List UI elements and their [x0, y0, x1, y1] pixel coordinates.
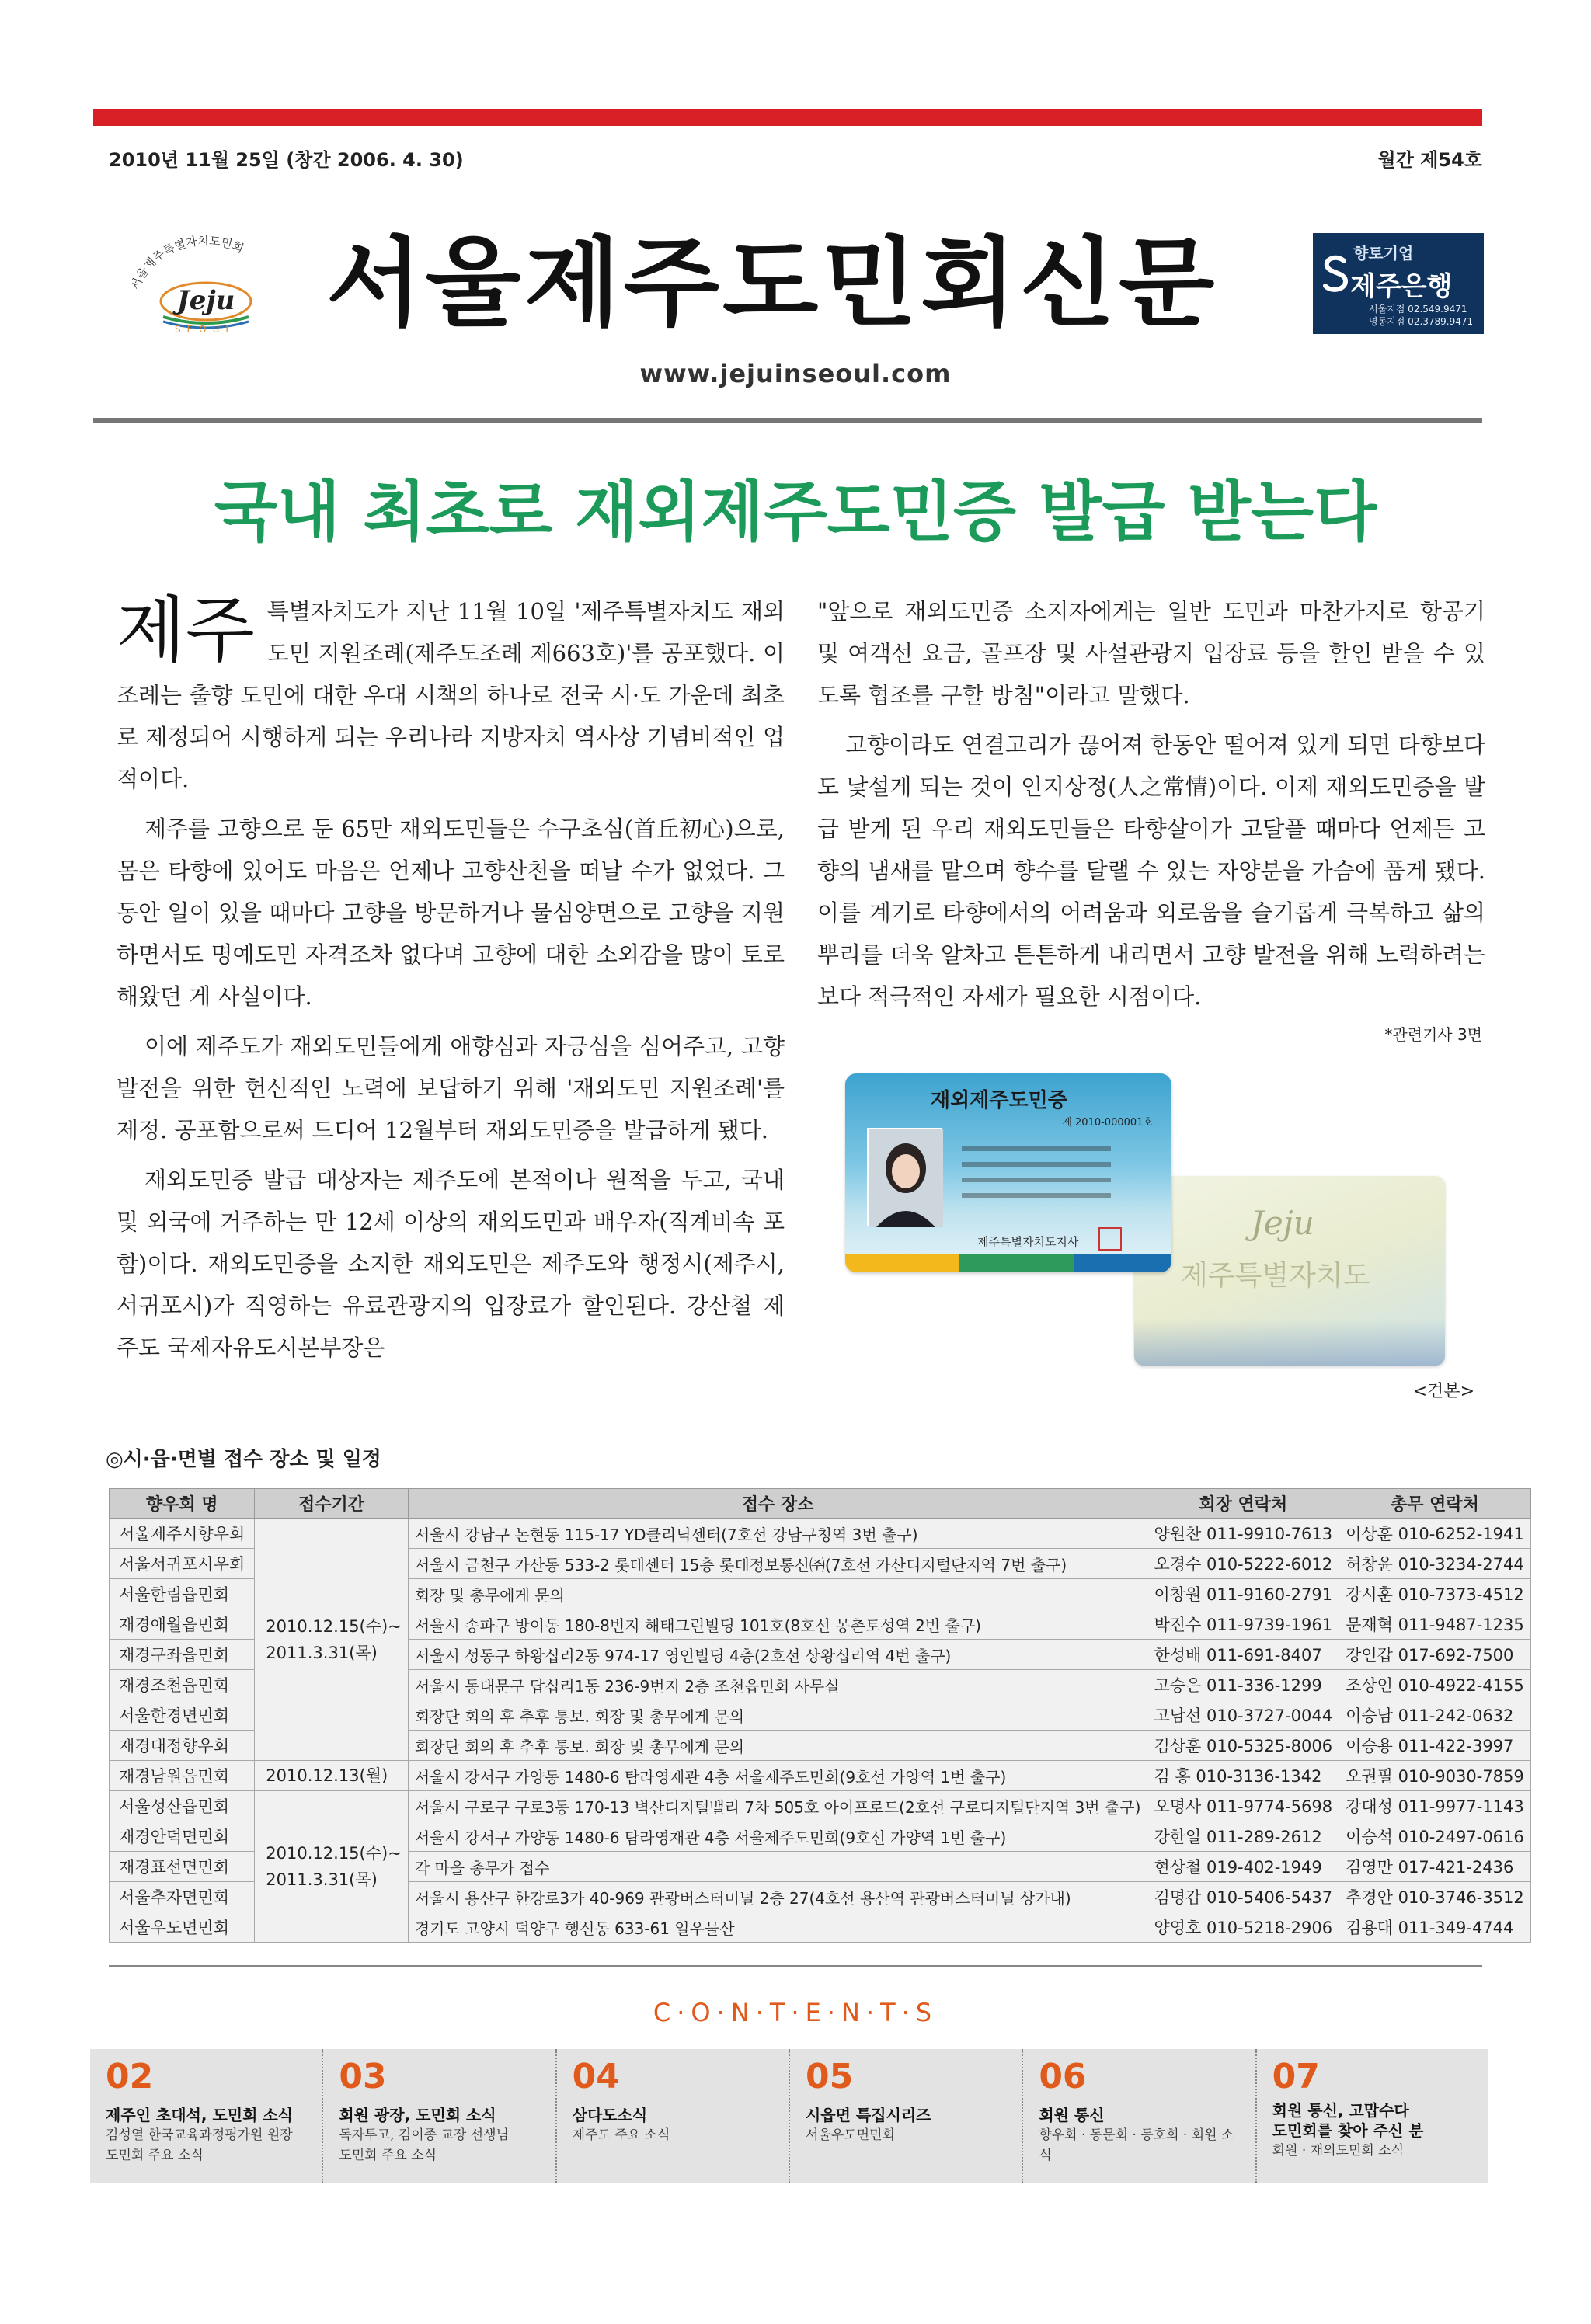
contents-item-sub: 김성열 한국교육과정평가원 원장 — [106, 2127, 293, 2143]
secretary-contact: 추경안 010-3746-3512 — [1339, 1882, 1531, 1912]
site-url[interactable]: www.jejuinseoul.com — [639, 359, 952, 388]
contents-page-number: 05 — [805, 2057, 854, 2096]
contents-item-title: 삼다도소식 — [572, 2106, 648, 2124]
contents-item[interactable] — [557, 2049, 790, 2183]
contents-item-sub: 제주도 주요 소식 — [572, 2127, 670, 2143]
contents-item-title: 회원 통신 — [1039, 2106, 1105, 2124]
society-name: 재경대정향우회 — [110, 1731, 255, 1761]
dropcap: 제주 — [117, 589, 255, 672]
contents-item-title: 제주인 초대석, 도민회 소식 — [106, 2106, 294, 2124]
place-cell: 서울시 강남구 논현동 115-17 YD클리닉센터(7호선 강남구청역 3번 출구) — [408, 1519, 1147, 1549]
society-name: 서울한림읍민회 — [110, 1579, 255, 1609]
logo-city: SEOUL — [174, 324, 238, 334]
id-card-front-image — [845, 1073, 1171, 1272]
contents-item-sub: 서울우도면민회 — [805, 2127, 895, 2143]
secretary-contact: 문재혁 011-9487-1235 — [1339, 1609, 1531, 1640]
jeju-bank-ad — [1313, 233, 1484, 334]
secretary-contact: 조상언 010-4922-4155 — [1339, 1670, 1531, 1700]
contents-item-sub: 도민회 주요 소식 — [339, 2148, 437, 2163]
bank-branch-2: 명동지점 02.3789.9471 — [1369, 316, 1474, 327]
secretary-contact: 강인갑 017-692-7500 — [1339, 1640, 1531, 1670]
society-name: 서울서귀포시우회 — [110, 1549, 255, 1579]
contents-item-sub: 도민회 주요 소식 — [106, 2148, 204, 2163]
society-name: 서울성산읍민회 — [110, 1791, 255, 1821]
logo-brand: Jeju — [176, 285, 235, 316]
card-info-lines — [962, 1136, 1148, 1209]
president-contact: 김명갑 010-5406-5437 — [1147, 1882, 1339, 1912]
table-header-row — [110, 1489, 1531, 1519]
society-name: 서울추자면민회 — [110, 1882, 255, 1912]
table-row — [110, 1519, 1531, 1549]
card-back-wave — [1134, 1319, 1445, 1366]
contents-page-number: 04 — [572, 2057, 620, 2096]
portrait-icon — [869, 1129, 943, 1227]
period-cell: 2010.12.15(수)~ 2011.3.31(목) — [255, 1791, 409, 1943]
schedule-label: ◎시·읍·면별 접수 장소 및 일정 — [106, 1448, 381, 1471]
society-name: 서울제주시향우회 — [110, 1519, 255, 1549]
society-name: 재경남원읍민회 — [110, 1761, 255, 1791]
contents-page-number: 07 — [1272, 2057, 1320, 2096]
article-paragraph: "앞으로 재외도민증 소지자에게는 일반 도민과 마찬가지로 항공기 및 여객선 요금, 골프장 및 사설관광지 입장료 등을 할인 받을 수 있도록 협조를 구할 방침"이라고 말했다. — [817, 598, 1485, 708]
president-contact: 현상철 019-402-1949 — [1147, 1852, 1339, 1882]
contents-item[interactable] — [790, 2049, 1023, 2183]
card-back-text: 제주특별자치도 — [1181, 1260, 1370, 1292]
period-cell: 2010.12.13(월) — [255, 1761, 409, 1791]
president-contact: 강한일 011-289-2612 — [1147, 1821, 1339, 1852]
contents-item[interactable] — [323, 2049, 556, 2183]
schedule-table — [109, 1488, 1531, 1943]
header-cell: 회장 연락처 — [1147, 1489, 1339, 1519]
place-cell: 회장 및 총무에게 문의 — [408, 1579, 1147, 1609]
secretary-contact: 강대성 011-9977-1143 — [1339, 1791, 1531, 1821]
jeju-seoul-logo — [117, 233, 295, 334]
article-column-left — [117, 590, 785, 1376]
society-name: 서울우도면민회 — [110, 1912, 255, 1943]
president-contact: 이창원 011-9160-2791 — [1147, 1579, 1339, 1609]
secretary-contact: 이상훈 010-6252-1941 — [1339, 1519, 1531, 1549]
article-headline: 국내 최초로 재외제주도민증 발급 받는다 — [214, 474, 1377, 550]
contents-item-sub: 향우회 · 동문회 · 동호회 · 회원 소식 — [1039, 2127, 1234, 2163]
contents-item-title-2: 도민회를 찾아 주신 분 — [1272, 2121, 1424, 2140]
society-name: 재경구좌읍민회 — [110, 1640, 255, 1670]
place-cell: 서울시 용산구 한강로3가 40-969 관광버스터미널 2층 27(4호선 용산역 관광버스터미널 상가내) — [408, 1882, 1147, 1912]
jeju-bank-s-icon — [1322, 255, 1349, 294]
secretary-contact: 이승석 010-2497-0616 — [1339, 1821, 1531, 1852]
card-photo — [867, 1128, 942, 1226]
masthead-rule — [93, 418, 1482, 423]
sample-caption: <견본> — [1412, 1382, 1474, 1401]
president-contact: 한성배 011-691-8407 — [1147, 1640, 1339, 1670]
related-article-note: *관련기사 3면 — [1384, 1025, 1482, 1044]
president-contact: 오명사 011-9774-5698 — [1147, 1791, 1339, 1821]
article-paragraph: 재외도민증 발급 대상자는 제주도에 본적이나 원적을 두고, 국내 및 외국에 거주하는 만 12세 이상의 재외도민과 배우자(직계비속 포함)이다. 재외도민증을 소지한 재외도민은 제주도와 행정시(제주시, 서귀포시)가 직영하는 유료관광지의 입장료가 할인된다. 강산철 제주도 국제자유도시본부장은 — [117, 1167, 785, 1361]
place-cell: 회장단 회의 후 추후 통보. 회장 및 총무에게 문의 — [408, 1731, 1147, 1761]
secretary-contact: 허창윤 010-3234-2744 — [1339, 1549, 1531, 1579]
svg-text:서울제주특별자치도민회 — [128, 234, 245, 292]
card-title: 재외제주도민증 — [931, 1089, 1067, 1112]
secretary-contact: 오권필 010-9030-7859 — [1339, 1761, 1531, 1791]
place-cell: 서울시 금천구 가산동 533-2 롯데센터 15층 롯데정보통신㈜(7호선 가산디지털단지역 7번 출구) — [408, 1549, 1147, 1579]
place-cell: 각 마을 총무가 접수 — [408, 1852, 1147, 1882]
contents-bar — [90, 2049, 1488, 2183]
president-contact: 고승은 011-336-1299 — [1147, 1670, 1339, 1700]
president-contact: 박진수 011-9739-1961 — [1147, 1609, 1339, 1640]
society-name: 재경애월읍민회 — [110, 1609, 255, 1640]
id-card-back-image — [1134, 1176, 1445, 1366]
issue-date: 2010년 11월 25일 (창간 2006. 4. 30) — [109, 149, 464, 171]
table-row — [110, 1791, 1531, 1821]
place-cell: 서울시 강서구 가양동 1480-6 탐라영재관 4층 서울제주도민회(9호선 가양역 1번 출구) — [408, 1761, 1147, 1791]
card-back-logo: Jeju — [1251, 1204, 1314, 1242]
contents-title: C·O·N·T·E·N·T·S — [653, 1998, 938, 2027]
president-contact: 오경수 010-5222-6012 — [1147, 1549, 1339, 1579]
secretary-contact: 강시훈 010-7373-4512 — [1339, 1579, 1531, 1609]
header-cell: 접수 장소 — [408, 1489, 1147, 1519]
place-cell: 서울시 구로구 구로3동 170-13 벽산디지털밸리 7차 505호 아이프로드(2호선 구로디지털단지역 3번 출구) — [408, 1791, 1147, 1821]
top-red-bar — [93, 109, 1482, 126]
issue-number: 월간 제54호 — [1377, 149, 1482, 171]
contents-item[interactable] — [90, 2049, 323, 2183]
place-cell: 서울시 동대문구 답십리1동 236-9번지 2층 조천읍민회 사무실 — [408, 1670, 1147, 1700]
logo-arc-text: 서울제주특별자치도민회 — [127, 233, 246, 292]
society-name: 재경안덕면민회 — [110, 1821, 255, 1852]
contents-item-title: 시읍면 특집시리즈 — [805, 2106, 931, 2124]
header-cell: 총무 연락처 — [1339, 1489, 1531, 1519]
header-cell: 접수기간 — [255, 1489, 409, 1519]
place-cell: 회장단 회의 후 추후 통보. 회장 및 총무에게 문의 — [408, 1700, 1147, 1731]
place-cell: 서울시 송파구 방이동 180-8번지 해태그린빌딩 101호(8호선 몽촌토성역 2번 출구) — [408, 1609, 1147, 1640]
contents-page-number: 06 — [1039, 2057, 1087, 2096]
secretary-contact: 이승남 011-242-0632 — [1339, 1700, 1531, 1731]
president-contact: 김 홍 010-3136-1342 — [1147, 1761, 1339, 1791]
table-bottom-rule — [109, 1965, 1482, 1967]
president-contact: 김상훈 010-5325-8006 — [1147, 1731, 1339, 1761]
society-name: 재경조천읍민회 — [110, 1670, 255, 1700]
society-name: 서울한경면민회 — [110, 1700, 255, 1731]
table-row — [110, 1761, 1531, 1791]
masthead-title: 서울제주도민회신문 — [326, 228, 1218, 339]
article-paragraph: 고향이라도 연결고리가 끊어져 한동안 떨어져 있게 되면 타향보다도 낯설게 되는 것이 인지상정(人之常情)이다. 이제 재외도민증을 발급 받게 된 우리 재외도민들은 타향살이가 고달플 때마다 언제든 고향의 냄새를 맡으며 향수를 달랠 수 있는 자양분을 가슴에 품게 됐다. 이를 계기로 타향에서의 어려움과 외로움을 슬기롭게 극복하고 삶의 뿌리를 더욱 알차고 튼튼하게 내리면서 고향 발전을 위해 노력하려는 보다 적극적인 자세가 필요한 시점이다. — [817, 732, 1485, 1010]
president-contact: 양영호 010-5218-2906 — [1147, 1912, 1339, 1943]
contents-item[interactable] — [1023, 2049, 1256, 2183]
article-column-right — [817, 590, 1485, 1025]
secretary-contact: 김영만 017-421-2436 — [1339, 1852, 1531, 1882]
contents-item-title: 회원 광장, 도민회 소식 — [339, 2106, 496, 2124]
society-name: 재경표선면민회 — [110, 1852, 255, 1882]
card-number: 제 2010-000001호 — [1062, 1117, 1153, 1129]
contents-item-sub: 회원 · 재외도민회 소식 — [1272, 2143, 1405, 2159]
article-paragraph: 제주 특별자치도가 지난 11월 10일 '제주특별자치도 재외도민 지원조례(제주도조례 제663호)'를 공포했다. 이 조례는 출향 도민에 대한 우대 시책의 하나로 전국 시·도 가운데 최초로 제정되어 시행하게 되는 우리나라 지방자치 역사상 기념비적인 업적이다. — [117, 589, 785, 792]
place-cell: 서울시 강서구 가양동 1480-6 탐라영재관 4층 서울제주도민회(9호선 가양역 1번 출구) — [408, 1821, 1147, 1852]
period-cell: 2010.12.15(수)~ 2011.3.31(목) — [255, 1519, 409, 1761]
header-cell: 향우회 명 — [110, 1489, 255, 1519]
card-color-stripe — [845, 1254, 1171, 1272]
contents-item-title: 회원 통신, 고맙수다 — [1272, 2101, 1409, 2120]
bank-name: 제주은행 — [1350, 271, 1453, 302]
contents-page-number: 02 — [106, 2057, 154, 2096]
president-contact: 양원찬 011-9910-7613 — [1147, 1519, 1339, 1549]
card-seal-icon — [1098, 1227, 1122, 1251]
contents-item[interactable] — [1257, 2049, 1488, 2183]
place-cell: 경기도 고양시 덕양구 행신동 633-61 일우물산 — [408, 1912, 1147, 1943]
article-paragraph: 제주를 고향으로 둔 65만 재외도민들은 수구초심(首丘初心)으로, 몸은 타향에 있어도 마음은 언제나 고향산천을 떠날 수가 없었다. 그동안 일이 있을 때마다 고향을 방문하거나 물심양면으로 고향을 지원하면서도 명예도민 자격조차 없다며 고향에 대한 소외감을 많이 토로해왔던 게 사실이다. — [117, 816, 785, 1010]
card-issuer: 제주특별자치도지사 — [977, 1235, 1079, 1249]
bank-tag: 향토기업 — [1353, 244, 1414, 263]
bank-branch-1: 서울지점 02.549.9471 — [1369, 304, 1467, 315]
secretary-contact: 김용대 011-349-4744 — [1339, 1912, 1531, 1943]
secretary-contact: 이승용 011-422-3997 — [1339, 1731, 1531, 1761]
place-cell: 서울시 성동구 하왕십리2동 974-17 영인빌딩 4층(2호선 상왕십리역 4번 출구) — [408, 1640, 1147, 1670]
contents-item-sub: 독자투고, 김이종 교장 선생님 — [339, 2127, 510, 2143]
president-contact: 고남선 010-3727-0044 — [1147, 1700, 1339, 1731]
article-paragraph: 이에 제주도가 재외도민들에게 애향심과 자긍심을 심어주고, 고향발전을 위한 헌신적인 노력에 보답하기 위해 '재외도민 지원조례'를 제정. 공포함으로써 드디어 12월부터 재외도민증을 발급하게 됐다. — [117, 1033, 785, 1143]
contents-page-number: 03 — [339, 2057, 387, 2096]
